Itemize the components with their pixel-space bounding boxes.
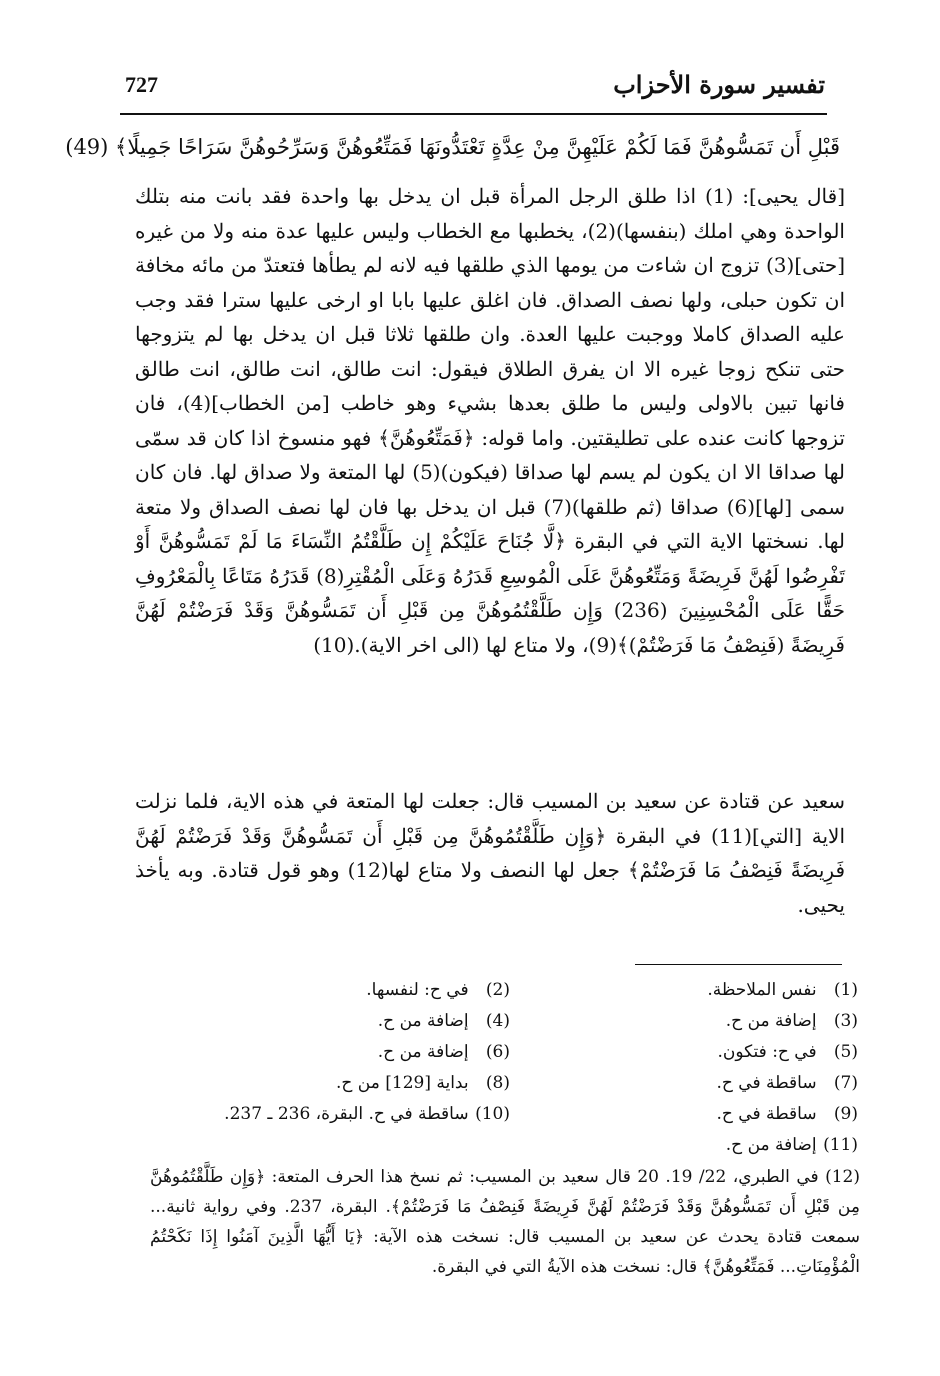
footnote-text: إضافة من ح. [725, 1011, 817, 1031]
footnote-text: إضافة من ح. [377, 1011, 469, 1031]
footnote-number: (7) [833, 1073, 858, 1093]
paragraph-text: سعيد عن قتادة عن سعيد بن المسيب قال: جعلت لها المتعة في هذه الاية، فلما نزلت الاية [التي](11) في البقرة ﴿وَإِن طَلَّقْتُمُوهُنَّ مِن قَبْلِ أَن تَمَسُّوهُنَّ وَقَدْ فَرَضْتُمْ لَهُنَّ فَرِيضَةً فَنِصْفُ مَا فَرَضْتُمْ﴾ جعل لها النصف ولا متاع لها(12) وهو قول قتادة. وبه يأخذ يحيى. [135, 789, 846, 917]
footnotes-column-left [190, 975, 510, 1130]
footnote-item [628, 1068, 858, 1099]
footnote-item [628, 1037, 858, 1068]
footnote-text: ساقطة في ح. البقرة، 236 ـ 237. [224, 1104, 469, 1124]
page-header [125, 68, 825, 108]
footnote-number: (11) [823, 1135, 858, 1155]
footnotes-column-right [628, 975, 858, 1161]
footnote-number: (2) [485, 980, 510, 1000]
footnote-text: ساقطة في ح. [716, 1104, 817, 1124]
footnote-number: (3) [833, 1011, 858, 1031]
footnote-item [190, 1099, 510, 1130]
footnote-item [190, 1006, 510, 1037]
footnote-separator [635, 964, 842, 965]
footnote-number: (4) [485, 1011, 510, 1031]
header-rule [120, 113, 827, 115]
footnote-number: (8) [485, 1073, 510, 1093]
footnote-item [190, 1037, 510, 1068]
page-number: 727 [125, 72, 158, 97]
quran-verse-line: قَبْلِ أَن تَمَسُّوهُنَّ فَمَا لَكُمْ عَلَيْهِنَّ مِنْ عِدَّةٍ تَعْتَدُّونَهَا فَمَتِّعُوهُنَّ وَسَرِّحُوهُنَّ سَرَاحًا جَمِيلًا﴾ (49) [65, 135, 840, 159]
footnote-item [628, 1099, 858, 1130]
footnote-number: (1) [833, 980, 858, 1000]
paragraph-text: [قال يحيى]: (1) اذا طلق الرجل المرأة قبل ان يدخل بها واحدة فقد بانت منه بتلك الواحدة وهي املك (بنفسها)(2)، يخطبها مع الخطاب وليس عليها عدة منه ولا من غيره [حتى](3) تزوج ان شاءت من يومها الذي طلقها فيه لانه لم يطأها فتعتدّ من مائه مخافة ان تكون حبلى، ولها نصف الصداق. فان اغلق عليها بابا او ارخى عليها سترا فقد وجب عليه الصداق كاملا ووجبت عليها العدة. وان طلقها ثلاثا قبل ان يدخل بها لم يتزوجها حتى تنكح زوجا غيره الا ان يفرق الطلاق فيقول: انت طالق، انت طالق، انت طالق فانها تبين بالاولى وليس ما طلق بعدها بشيء وهو خاطب [من الخطاب](4)، فان تزوجها كانت عنده على تطليقتين. واما قوله: ﴿فَمَتِّعُوهُنَّ﴾ فهو منسوخ اذا كان قد سمّى لها صداقا الا ان يكون لم يسم لها صداقا (فيكون)(5) لها المتعة ولا صداق لها. فان كان سمى [لها](6) صداقا (ثم طلقها)(7) قبل ان يدخل بها فان لها نصف الصداق ولا متعة لها. نسختها الاية التي في البقرة ﴿لَّا جُنَاحَ عَلَيْكُمْ إِن طَلَّقْتُمُ النِّسَاءَ مَا لَمْ تَمَسُّوهُنَّ أَوْ تَفْرِضُوا لَهُنَّ فَرِيضَةً وَمَتِّعُوهُنَّ عَلَى الْمُوسِعِ قَدَرُهُ وَعَلَى الْمُقْتِرِ(8) قَدَرُهُ مَتَاعًا بِالْمَعْرُوفِ حَقًّا عَلَى الْمُحْسِنِينَ (236) وَإِن طَلَّقْتُمُوهُنَّ مِن قَبْلِ أَن تَمَسُّوهُنَّ وَقَدْ فَرَضْتُمْ لَهُنَّ فَرِيضَةً (فَنِصْفُ مَا فَرَضْتُمْ)﴾(9)، ولا متاع لها (الى اخر الاية).(10) [135, 184, 845, 657]
commentary-paragraph-2 [135, 784, 845, 932]
footnote-text: إضافة من ح. [377, 1042, 469, 1062]
footnote-text: إضافة من ح. [725, 1135, 817, 1155]
footnote-item [628, 1130, 858, 1161]
footnote-text: في ح: لنفسها. [366, 980, 469, 1000]
footnote-number: (9) [833, 1104, 858, 1124]
footnote-item [628, 1006, 858, 1037]
footnote-number: (5) [833, 1042, 858, 1062]
footnote-text: ساقطة في ح. [716, 1073, 817, 1093]
running-title: تفسير سورة الأحزاب [613, 70, 825, 99]
commentary-paragraph-1 [135, 179, 845, 775]
footnote-text: (12) في الطبري، 22/ 19. 20 قال سعيد بن المسيب: ثم نسخ هذا الحرف المتعة: ﴿وَإِن طَلَّقْتُمُوهُنَّ مِن قَبْلِ أَن تَمَسُّوهُنَّ وَقَدْ فَرَضْتُمْ لَهُنَّ فَرِيضَةً فَنِصْفُ مَا فَرَضْتُمْ﴾. البقرة، 237. وفي رواية ثانية... سمعت قتادة يحدث عن سعيد بن المسيب قال: نسخت هذه الآية: ﴿يَا أَيُّهَا الَّذِينَ آمَنُوا إِذَا نَكَحْتُمُ الْمُؤْمِنَاتِ... فَمَتِّعُوهُنَّ﴾ قال: نسخت هذه الآيةُ التي في البقرة. [150, 1167, 861, 1277]
footnote-12 [150, 1162, 860, 1312]
footnote-item [190, 1068, 510, 1099]
footnote-item [190, 975, 510, 1006]
footnote-text: بداية [129] من ح. [336, 1073, 469, 1093]
footnote-item [628, 975, 858, 1006]
footnote-text: نفس الملاحظة. [707, 980, 817, 1000]
footnote-number: (10) [475, 1104, 510, 1124]
footnote-number: (6) [485, 1042, 510, 1062]
footnote-text: في ح: فتكون. [717, 1042, 817, 1062]
